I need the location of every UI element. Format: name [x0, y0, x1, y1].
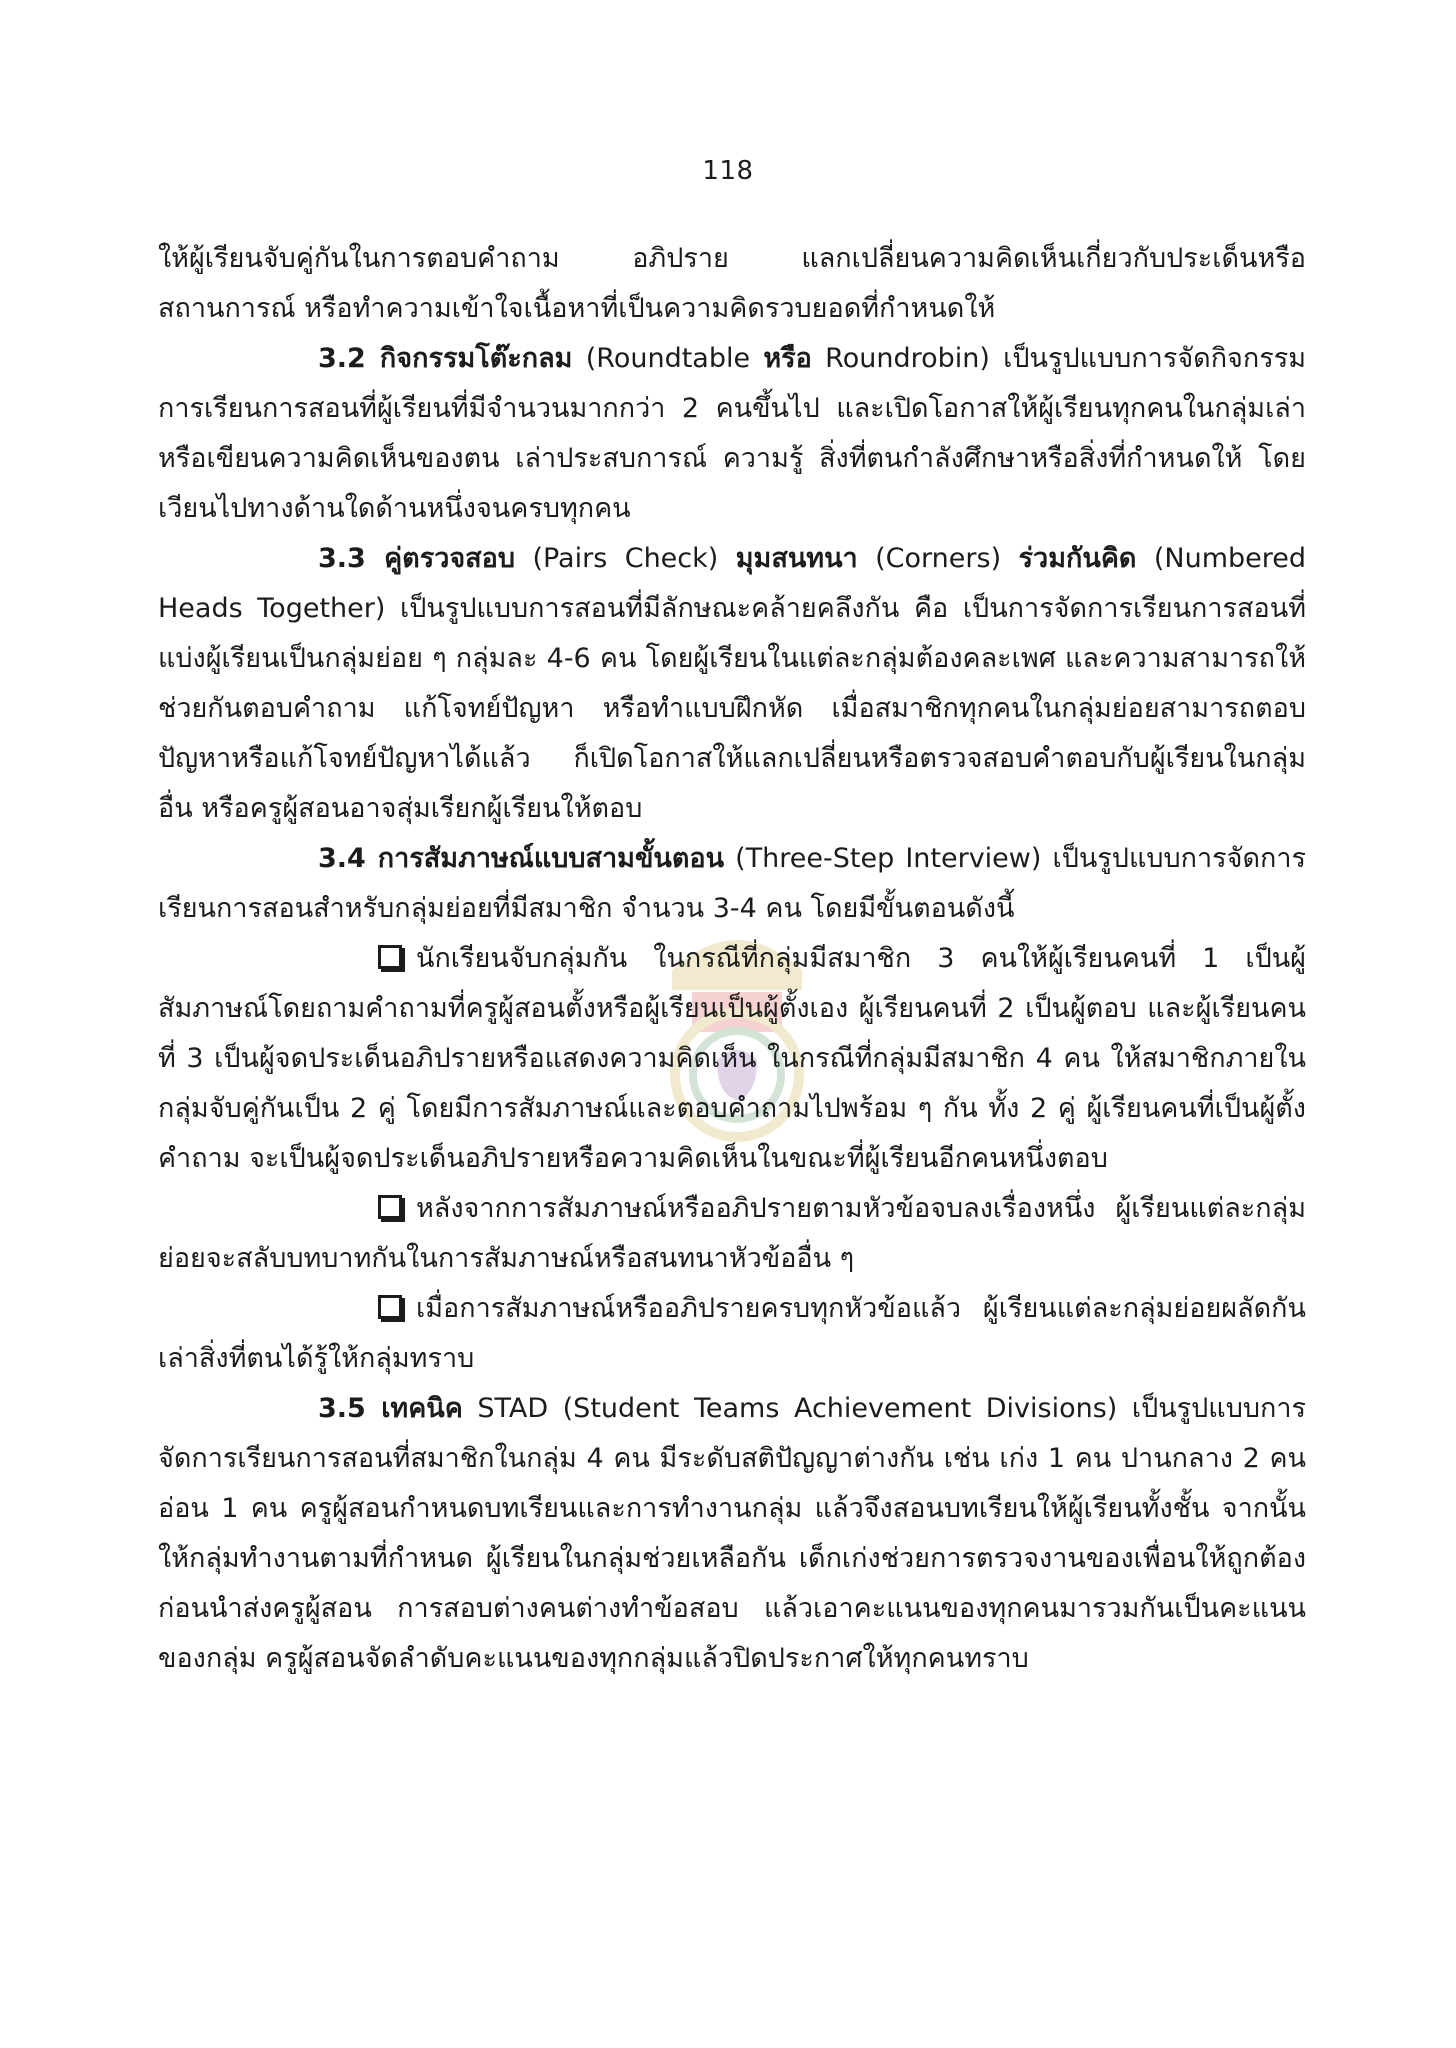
paragraph-text: ให้ผู้เรียนจับคู่กันในการตอบคำถาม อภิปราย แลกเปลี่ยนความคิดเห็นเกี่ยวกับประเด็นหรือสถานการณ์ หรือทำความเข้าใจเนื้อหาที่เป็นความคิดรวบยอดที่กำหนดให้: [158, 243, 1306, 324]
section-heading: กิจกรรมโต๊ะกลม: [379, 343, 573, 374]
section-heading-conjunction: หรือ: [763, 343, 812, 374]
section-3-4: [158, 834, 1306, 934]
section-3-3: [158, 534, 1306, 834]
section-number: 3.2: [318, 343, 380, 374]
list-item-text: หลังจากการสัมภาษณ์หรืออภิปรายตามหัวข้อจบลงเรื่องหนึ่ง ผู้เรียนแต่ละกลุ่มย่อยจะสลับบทบาทกันในการสัมภาษณ์หรือสนทนาหัวข้ออื่น ๆ: [158, 1193, 1306, 1274]
section-number: 3.3: [318, 543, 385, 574]
checkbox-icon: [378, 945, 402, 969]
list-item: [158, 1184, 1306, 1284]
page-number: 118: [702, 156, 754, 186]
document-body: [158, 234, 1306, 1684]
section-heading-english: (Pairs Check): [515, 543, 736, 574]
section-heading: เทคนิค: [381, 1393, 463, 1424]
list-item-text: เมื่อการสัมภาษณ์หรืออภิปรายครบทุกหัวข้อแล้ว ผู้เรียนแต่ละกลุ่มย่อยผลัดกันเล่าสิ่งที่ตนได้รู้ให้กลุ่มทราบ: [158, 1293, 1306, 1374]
section-number: 3.4: [318, 843, 378, 874]
section-heading: มุมสนทนา: [735, 543, 858, 574]
section-heading: การสัมภาษณ์แบบสามขั้นตอน: [377, 843, 725, 874]
section-heading-english: (Roundtable: [572, 343, 764, 374]
paragraph-text: STAD (Student Teams Achievement Divisions) เป็นรูปแบบการจัดการเรียนการสอนที่สมาชิกในกลุ่ม 4 คน มีระดับสติปัญญาต่างกัน เช่น เก่ง 1 คน ปานกลาง 2 คน อ่อน 1 คน ครูผู้สอนกำหนดบทเรียนและการทำงานกลุ่ม แล้วจึงสอนบทเรียนให้ผู้เรียนทั้งชั้น จากนั้นให้กลุ่มทำงานตามที่กำหนด ผู้เรียนในกลุ่มช่วยเหลือกัน เด็กเก่งช่วยการตรวจงานของเพื่อนให้ถูกต้องก่อนนำส่งครูผู้สอน การสอบต่างคนต่างทำข้อสอบ แล้วเอาคะแนนของทุกคนมารวมกันเป็นคะแนนของกลุ่ม ครูผู้สอนจัดลำดับคะแนนของทุกกลุ่มแล้วปิดประกาศให้ทุกคนทราบ: [158, 1393, 1306, 1674]
section-heading-english: (Corners): [857, 543, 1019, 574]
checkbox-icon: [378, 1195, 402, 1219]
section-heading: คู่ตรวจสอบ: [384, 543, 516, 574]
paragraph-text: Roundrobin) เป็นรูปแบบการจัดกิจกรรมการเรียนการสอนที่ผู้เรียนที่มีจำนวนมากกว่า 2 คนขึ้นไป และเปิดโอกาสให้ผู้เรียนทุกคนในกลุ่มเล่าหรือเขียนความคิดเห็นของตน เล่าประสบการณ์ ความรู้ สิ่งที่ตนกำลังศึกษาหรือสิ่งที่กำหนดให้ โดยเวียนไปทางด้านใดด้านหนึ่งจนครบทุกคน: [158, 343, 1307, 524]
paragraph-continuation: [158, 234, 1306, 334]
list-item-text: นักเรียนจับกลุ่มกัน ในกรณีที่กลุ่มมีสมาชิก 3 คนให้ผู้เรียนคนที่ 1 เป็นผู้สัมภาษณ์โดยถามคำถามที่ครูผู้สอนตั้งหรือผู้เรียนเป็นผู้ตั้งเอง ผู้เรียนคนที่ 2 เป็นผู้ตอบ และผู้เรียนคนที่ 3 เป็นผู้จดประเด็นอภิปรายหรือแสดงความคิดเห็น ในกรณีที่กลุ่มมีสมาชิก 4 คน ให้สมาชิกภายในกลุ่มจับคู่กันเป็น 2 คู่ โดยมีการสัมภาษณ์และตอบคำถามไปพร้อม ๆ กัน ทั้ง 2 คู่ ผู้เรียนคนที่เป็นผู้ตั้งคำถาม จะเป็นผู้จดประเด็นอภิปรายหรือความคิดเห็นในขณะที่ผู้เรียนอีกคนหนึ่งตอบ: [158, 943, 1306, 1174]
list-item: [158, 1284, 1306, 1384]
paragraph-text: (Numbered Heads Together) เป็นรูปแบบการสอนที่มีลักษณะคล้ายคลึงกัน คือ เป็นการจัดการเรียนการสอนที่แบ่งผู้เรียนเป็นกลุ่มย่อย ๆ กลุ่มละ 4-6 คน โดยผู้เรียนในแต่ละกลุ่มต้องคละเพศ และความสามารถให้ช่วยกันตอบคำถาม แก้โจทย์ปัญหา หรือทำแบบฝึกหัด เมื่อสมาชิกทุกคนในกลุ่มย่อยสามารถตอบปัญหาหรือแก้โจทย์ปัญหาได้แล้ว ก็เปิดโอกาสให้แลกเปลี่ยนหรือตรวจสอบคำตอบกับผู้เรียนในกลุ่มอื่น หรือครูผู้สอนอาจสุ่มเรียกผู้เรียนให้ตอบ: [158, 543, 1307, 824]
section-heading: ร่วมกันคิด: [1018, 543, 1137, 574]
section-number: 3.5: [318, 1393, 382, 1424]
section-3-2: [158, 334, 1306, 534]
checkbox-icon: [378, 1295, 402, 1319]
list-item: [158, 934, 1306, 1184]
paragraph-text: (Three-Step Interview) เป็นรูปแบบการจัดการเรียนการสอนสำหรับกลุ่มย่อยที่มีสมาชิก จำนวน 3-4 คน โดยมีขั้นตอนดังนี้: [158, 843, 1307, 924]
section-3-5: [158, 1384, 1306, 1684]
